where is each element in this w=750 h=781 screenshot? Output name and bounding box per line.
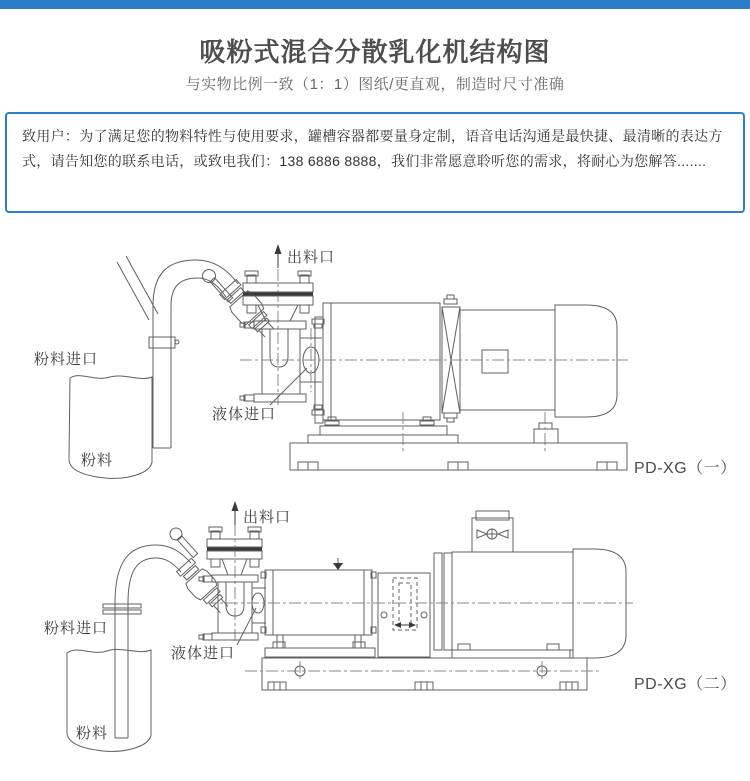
mixing-chamber (199, 575, 258, 640)
diagram-pdxg-1 (0, 240, 750, 485)
valve-handle-knob (170, 528, 182, 540)
powder-label: 粉料 (81, 452, 114, 469)
bearing-frame (378, 573, 430, 657)
model-label-1: PD-XG（一） (634, 460, 737, 477)
liquid-inlet-label: 液体进口 (171, 645, 236, 662)
base-plate (290, 412, 627, 470)
outlet-label: 出料口 (287, 249, 336, 266)
terminal-box (472, 511, 513, 552)
notice-box (5, 112, 745, 213)
model-label-2: PD-XG（二） (634, 676, 737, 693)
pump-body (261, 558, 376, 657)
lantern-bracket (442, 295, 460, 422)
base-plate (245, 658, 600, 690)
liquid-inlet-label: 液体进口 (212, 406, 277, 423)
motor-nameplate (482, 350, 508, 373)
powder-inlet-label: 粉料进口 (34, 351, 99, 368)
mixing-chamber (240, 321, 306, 402)
powder-inlet-label: 粉料进口 (44, 620, 109, 637)
motor (460, 305, 617, 417)
oil-mark-icon (333, 563, 343, 570)
outlet-arrow-icon (232, 501, 239, 511)
diagram-pdxg-2 (0, 495, 750, 781)
outlet-label: 出料口 (243, 509, 292, 526)
pump-body (312, 303, 440, 423)
powder-label: 粉料 (76, 725, 109, 742)
structure-drawing-2 (0, 495, 750, 781)
valve-assembly (170, 528, 234, 618)
top-bar (0, 0, 750, 9)
page-title: 吸粉式混合分散乳化机结构图 (199, 37, 551, 67)
motor (434, 511, 626, 658)
valve-assembly (203, 270, 280, 343)
outlet-arrow-icon (275, 244, 282, 254)
page-subtitle: 与实物比例一致（1：1）图纸/更直观，制造时尺寸准确 (185, 76, 565, 93)
notice-text: 致用户：为了满足您的物料特性与使用要求，罐槽容器都要量身定制，语音电话沟通是最快捷、最清晰的表达方式，请告知您的联系电话，或致电我们：138 6886 8888，我们非常愿意聆听您的需求，将耐心为您解答....... (22, 128, 723, 169)
